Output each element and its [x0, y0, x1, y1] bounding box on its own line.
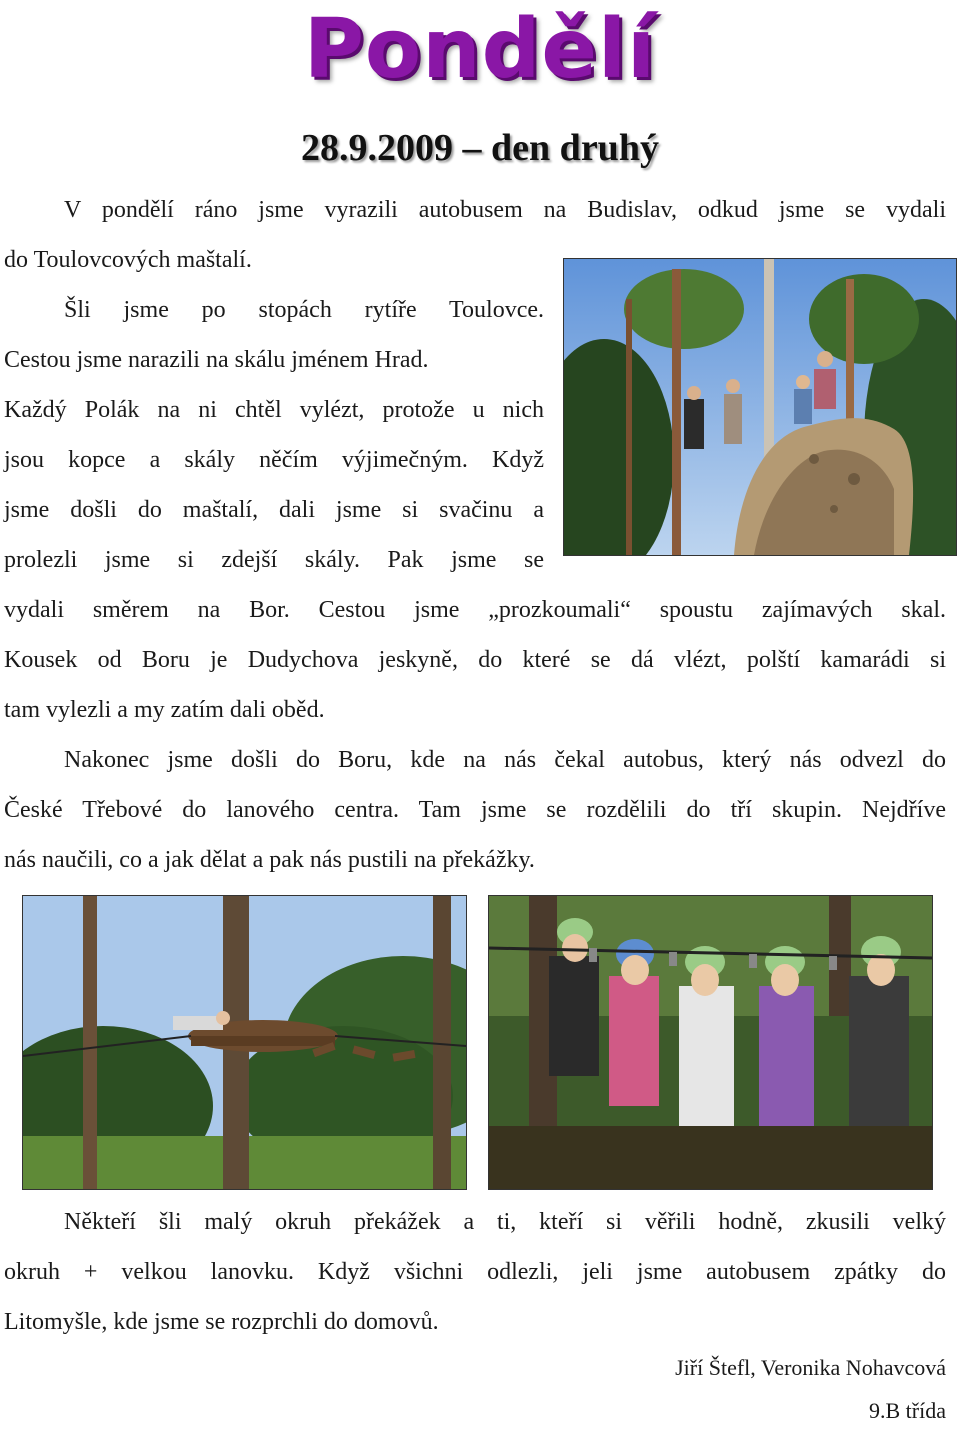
page-title: Pondělí — [303, 2, 657, 97]
photo-kids-helmets-graphic — [489, 896, 932, 1189]
text-line: tam vylezli a my zatím dali oběd. — [4, 697, 325, 723]
text-line: V pondělí ráno jsme vyrazili autobusem na Budislav, odkud jsme se vydali — [64, 197, 946, 223]
text-line: jsou kopce a skály něčím výjimečným. Když — [4, 447, 544, 473]
text-line: Kousek od Boru je Dudychova jeskyně, do které se dá vlézt, polští kamarádi si — [4, 647, 946, 673]
text-line: Každý Polák na ni chtěl vylézt, protože u nich — [4, 397, 544, 423]
text-line: vydali směrem na Bor. Cestou jsme „prozkoumali“ spoustu zajímavých skal. — [4, 597, 946, 623]
text-line: Cestou jsme narazili na skálu jménem Hrad. — [4, 347, 429, 373]
photo-rock-hrad-graphic — [564, 259, 956, 555]
photo-kids-helmets — [488, 895, 933, 1190]
text-line: Někteří šli malý okruh překážek a ti, kteří si věřili hodně, zkusili velký — [64, 1209, 946, 1235]
photo-rock-hrad — [563, 258, 957, 556]
text-line: okruh + velkou lanovku. Když všichni odlezli, jeli jsme autobusem zpátky do — [4, 1259, 946, 1285]
signature-class: 9.B třída — [869, 1398, 946, 1423]
text-line: Šli jsme po stopách rytíře Toulovce. — [64, 297, 544, 323]
signature-authors: Jiří Štefl, Veronika Nohavcová — [675, 1355, 946, 1380]
page-subtitle-date: 28.9.2009 – den druhý — [301, 127, 659, 169]
photo-rope-course-graphic — [23, 896, 466, 1189]
photo-rope-course — [22, 895, 467, 1190]
text-line: Nakonec jsme došli do Boru, kde na nás čekal autobus, který nás odvezl do — [64, 747, 946, 773]
text-line: České Třebové do lanového centra. Tam jsme se rozdělili do tří skupin. Nejdříve — [4, 797, 946, 823]
text-line: nás naučili, co a jak dělat a pak nás pustili na překážky. — [4, 847, 535, 873]
text-line: do Toulovcových maštalí. — [4, 247, 252, 273]
text-line: Litomyšle, kde jsme se rozprchli do domovů. — [4, 1309, 439, 1335]
text-line: prolezli jsme si zdejší skály. Pak jsme se — [4, 547, 544, 573]
text-line: jsme došli do maštalí, dali jsme si svačinu a — [4, 497, 544, 523]
